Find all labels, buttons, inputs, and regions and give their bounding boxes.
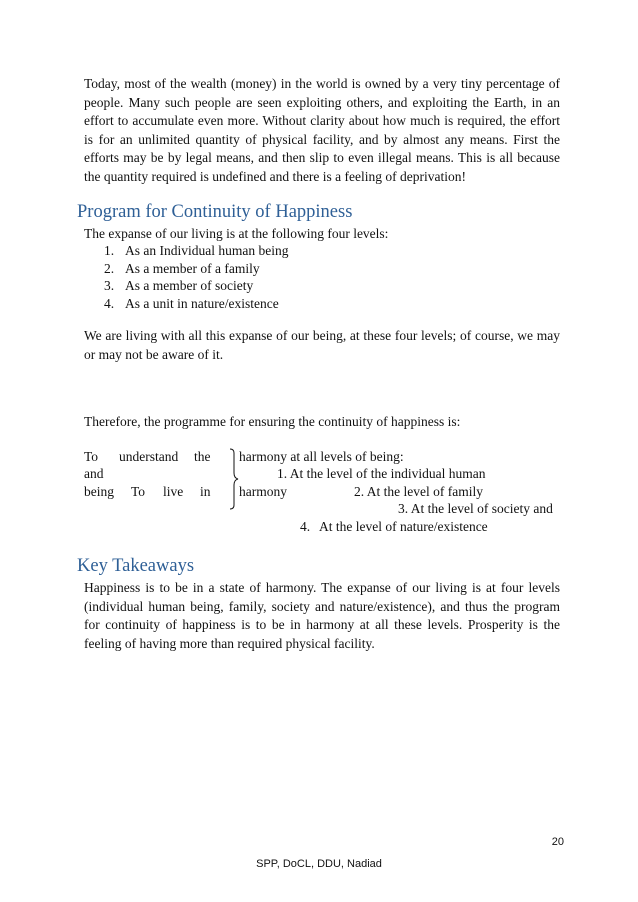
intro-paragraph: Today, most of the wealth (money) in the world is owned by a very tiny percentage of people. Many such people are seen exploiting others, and exploiting the Earth, in an effort to accumulate even more. Without clarity about how much is required, the effort is for an unlimited quantity of physical facility, and by almost any means. First the efforts may be by legal means, and then slip to even illegal means. This is all because the quantity required is undefined and there is a feeling of deprivation! xyxy=(84,76,560,184)
word: in xyxy=(200,484,211,499)
harmony-word: harmony xyxy=(239,484,287,499)
list-item-number: 3. xyxy=(104,278,115,293)
word: To xyxy=(131,484,146,499)
program-lead: The expanse of our living is at the following four levels: xyxy=(84,226,389,241)
list-item: As a member of society xyxy=(125,278,254,293)
word: understand xyxy=(119,449,179,464)
page-footer: SPP, DoCL, DDU, Nadiad xyxy=(256,858,382,870)
harmony-line-2: 1. At the level of the individual human xyxy=(277,466,486,481)
list-item-number: 2. xyxy=(104,261,115,276)
word: To xyxy=(84,449,99,464)
harmony-line-5-number: 4. xyxy=(300,519,311,534)
list-item-number: 4. xyxy=(104,296,115,311)
list-item: As a member of a family xyxy=(125,261,260,276)
section-heading-program: Program for Continuity of Happiness xyxy=(77,202,353,222)
list-item-number: 1. xyxy=(104,243,115,258)
section-heading-takeaways: Key Takeaways xyxy=(77,556,195,576)
harmony-line-1: harmony at all levels of being: xyxy=(239,449,404,464)
harmony-line-5: At the level of nature/existence xyxy=(319,519,488,534)
takeaways-paragraph: Happiness is to be in a state of harmony. The expanse of our living is at four levels (individual human being, family, society and nature/existence), and thus the program for continuity of happiness is to be in harmony at all these levels. Prosperity is the feeling of having more than required physical facility. xyxy=(84,580,560,651)
list-item: As an Individual human being xyxy=(125,243,289,258)
awareness-paragraph: We are living with all this expanse of our being, at these four levels; of course, we may or may not be aware of it. xyxy=(84,328,560,362)
word: the xyxy=(194,449,211,464)
word: and xyxy=(84,466,104,481)
word: being xyxy=(84,484,114,499)
programme-intro: Therefore, the programme for ensuring the continuity of happiness is: xyxy=(84,414,461,429)
harmony-line-3: 2. At the level of family xyxy=(354,484,483,499)
harmony-line-4: 3. At the level of society and xyxy=(398,501,553,516)
list-item: As a unit in nature/existence xyxy=(125,296,279,311)
word: live xyxy=(163,484,184,499)
page-number: 20 xyxy=(551,836,564,848)
